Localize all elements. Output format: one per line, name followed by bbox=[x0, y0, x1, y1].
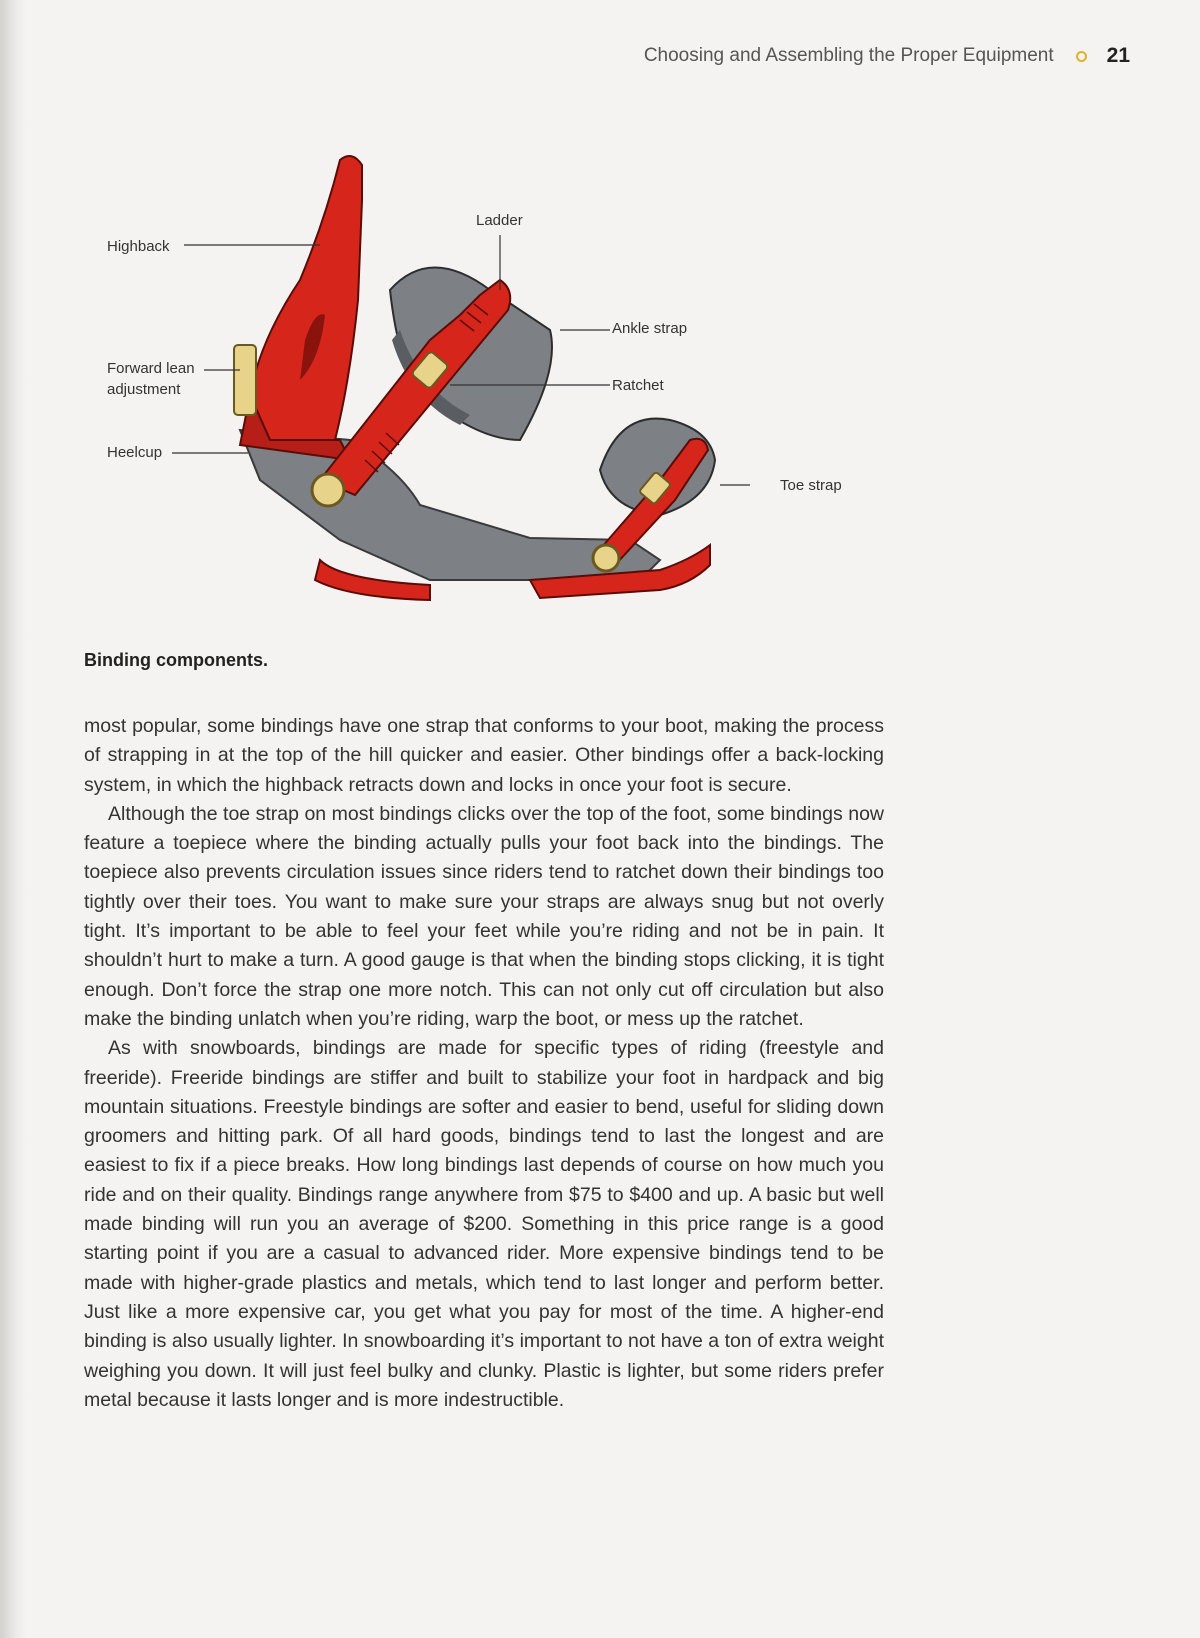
binding-illustration bbox=[100, 140, 860, 620]
label-toe-strap: Toe strap bbox=[780, 477, 842, 494]
paragraph-3: As with snowboards, bindings are made for specific types of riding (freestyle and freeride). Freeride bindings are stiffer and built to stabilize your foot in hardpack and big mountain situations. Freestyle bindings are softer and easier to bend, useful for sliding down groomers and hitting park. Of all hard goods, bindings tend to last the longest and are easiest to fix if a piece breaks. How long bindings last depends of course on how much you ride and on their quality. Bindings range anywhere from $75 to $400 and up. A basic but well made binding will run you an average of $200. Something in this price range is a good starting point if you are a casual to advanced rider. More expensive bindings tend to be made with higher-grade plastics and metals, which tend to last longer and perform better. Just like a more expensive car, you get what you pay for most of the time. A higher-end binding is also usually lighter. In snowboarding it’s important to not have a ton of extra weight weighing you down. It will just feel bulky and clunky. Plastic is lighter, but some riders prefer metal because it lasts longer and is more indestructible. bbox=[84, 1037, 884, 1411]
body-text bbox=[84, 712, 884, 1415]
running-header bbox=[644, 44, 1130, 68]
figure-caption: Binding components. bbox=[84, 650, 268, 670]
toe-buckle bbox=[593, 545, 619, 571]
forward-lean-adjuster bbox=[234, 345, 256, 415]
bullet-dot-icon bbox=[1076, 51, 1087, 62]
paragraph-2: Although the toe strap on most bindings clicks over the top of the foot, some bindings now feature a toepiece where the binding actually pulls your foot back into the bindings. The toepiece also prevents circulation issues since riders tend to ratchet down their bindings too tightly over their toes. You want to make sure your straps are always snug but not overly tight. It’s important to be able to feel your feet while you’re riding and not be in pain. It shouldn’t hurt to make a turn. A good gauge is that when the binding stops clicking, it is tight enough. Don’t force the strap one more notch. This can not only cut off circulation but also make the binding unlatch when you’re riding, warp the boot, or mess up the ratchet. bbox=[84, 802, 884, 1030]
running-title: Choosing and Assembling the Proper Equipment bbox=[643, 45, 1054, 66]
highback bbox=[250, 156, 362, 440]
label-ladder: Ladder bbox=[476, 212, 523, 229]
heel-buckle bbox=[312, 474, 344, 506]
label-heelcup: Heelcup bbox=[107, 444, 163, 461]
label-ratchet: Ratchet bbox=[612, 377, 664, 394]
paragraph-1: most popular, some bindings have one strap that conforms to your boot, making the process of strapping in at the top of the hill quicker and easier. Other bindings offer a back-locking system, in which the highback retracts down and locks in once your foot is secure. bbox=[84, 715, 884, 796]
label-ankle-strap: Ankle strap bbox=[612, 320, 688, 337]
page-gutter-shadow bbox=[0, 0, 26, 1638]
label-forward-lean-line2: adjustment bbox=[107, 381, 181, 398]
label-forward-lean bbox=[107, 358, 195, 400]
label-forward-lean-line1: Forward lean bbox=[107, 360, 195, 377]
label-highback: Highback bbox=[107, 238, 170, 255]
page-number: 21 bbox=[1106, 44, 1130, 67]
